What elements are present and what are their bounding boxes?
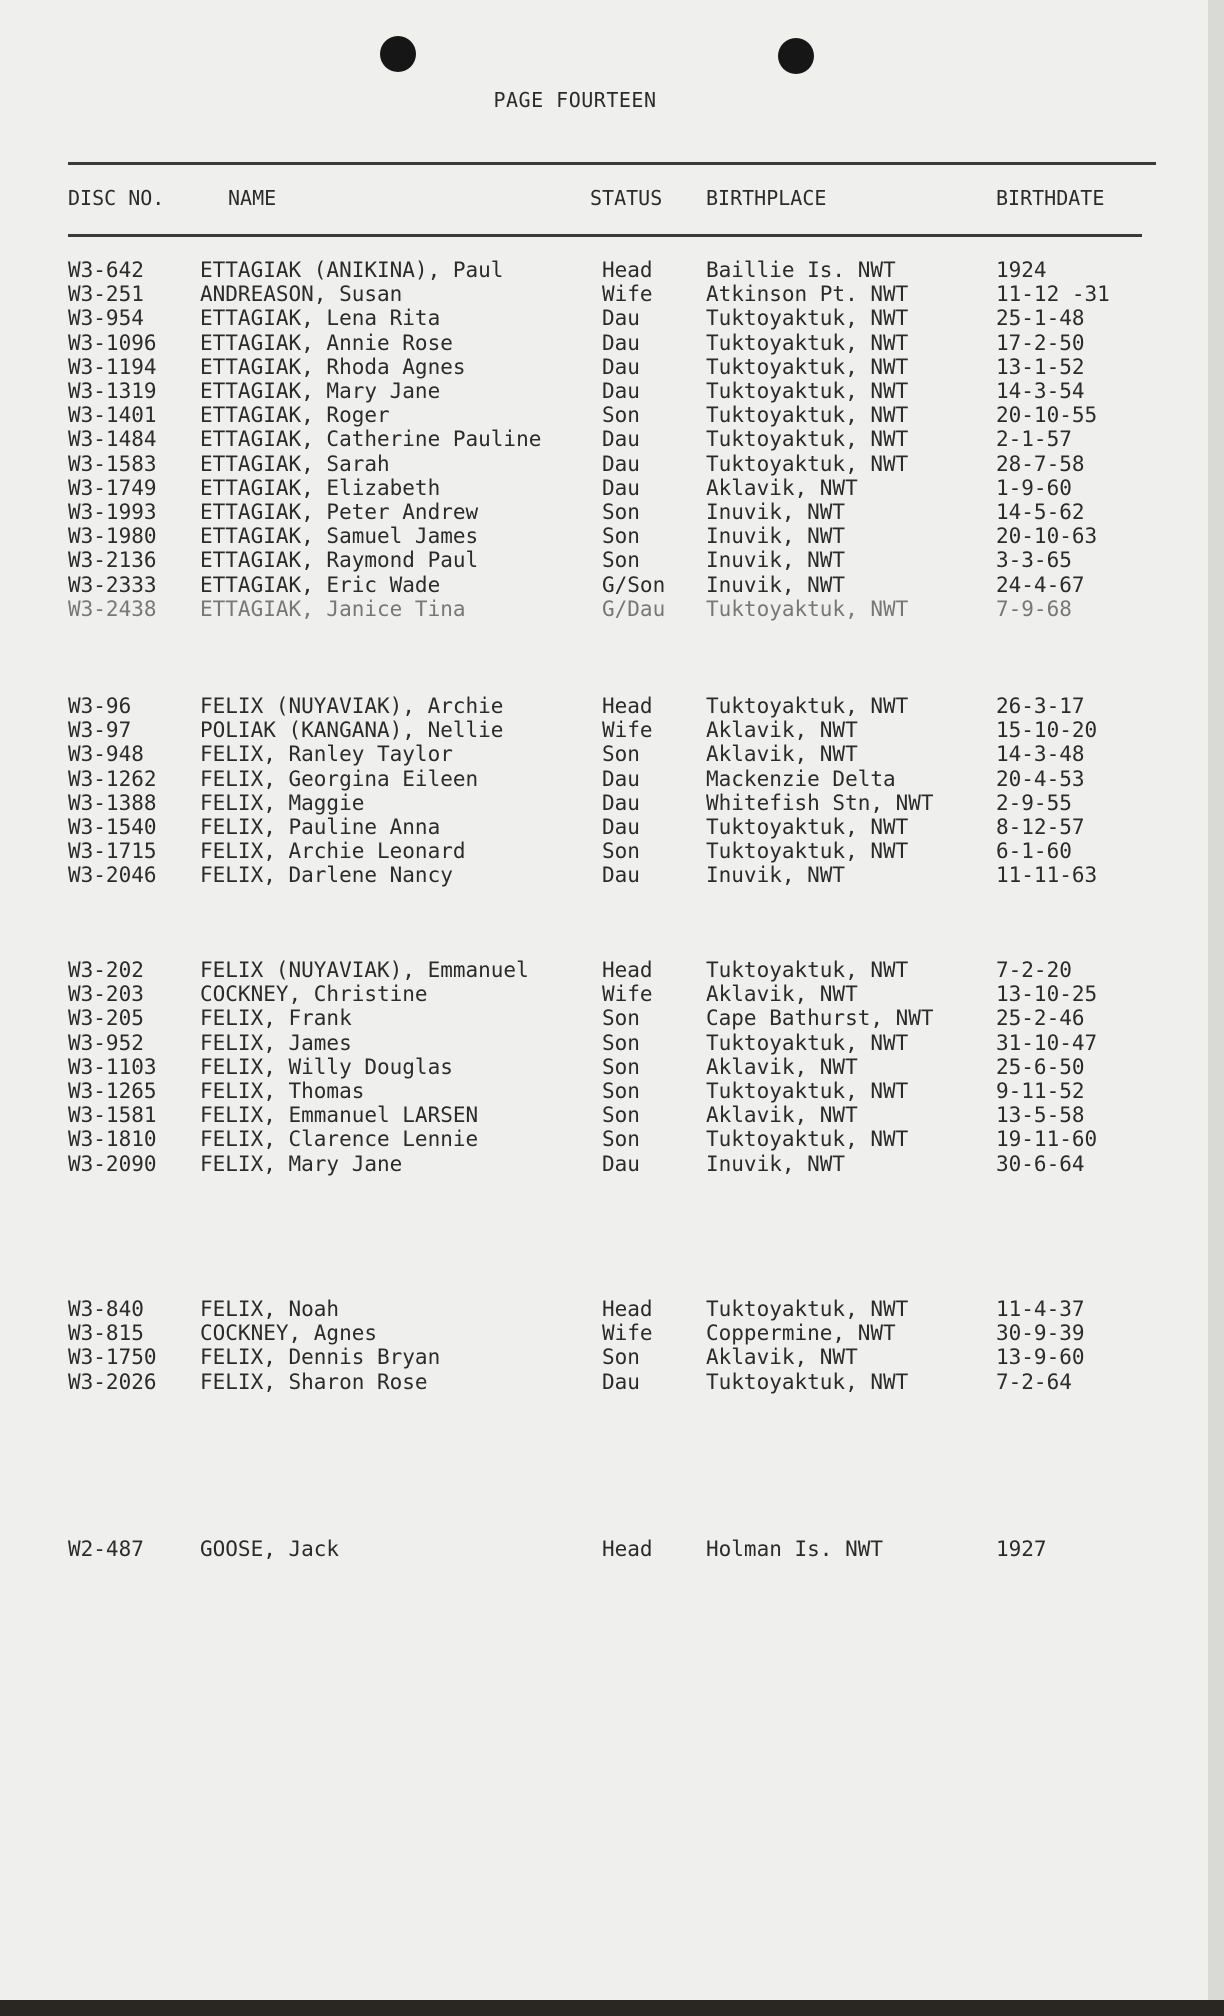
- birthplace: Tuktoyaktuk, NWT: [706, 958, 909, 982]
- birthdate: 13-5-58: [996, 1103, 1085, 1128]
- status: Son: [602, 1054, 640, 1079]
- status: Wife: [602, 1321, 653, 1346]
- disc-number: W3-2333: [68, 572, 157, 597]
- record-row: [0, 476, 1180, 500]
- birthdate: 11-11-63: [996, 863, 1098, 888]
- record-row: [0, 815, 1180, 839]
- header-disc: DISC NO.: [68, 186, 165, 210]
- birthdate: 11-12 -31: [996, 282, 1110, 307]
- birthdate: 14-5-62: [996, 500, 1085, 524]
- status: Wife: [602, 282, 653, 307]
- disc-number: W3-840: [68, 1297, 144, 1321]
- birthplace: Tuktoyaktuk, NWT: [706, 1030, 909, 1055]
- birthdate: 30-9-39: [996, 1321, 1085, 1346]
- record-row: [0, 742, 1180, 766]
- person-name: FELIX, Maggie: [200, 790, 365, 815]
- status: Wife: [602, 718, 653, 743]
- disc-number: W3-1103: [68, 1054, 157, 1079]
- disc-number: W3-815: [68, 1321, 144, 1346]
- status: Son: [602, 1006, 640, 1031]
- birthplace: Tuktoyaktuk, NWT: [706, 1127, 909, 1152]
- birthdate: 13-10-25: [996, 982, 1098, 1007]
- record-row: [0, 1537, 1180, 1561]
- birthdate: 20-4-53: [996, 766, 1085, 791]
- record-row: [0, 1152, 1180, 1176]
- status: Dau: [602, 451, 640, 476]
- birthdate: 2-9-55: [996, 790, 1072, 815]
- birthplace: Aklavik, NWT: [706, 1054, 858, 1079]
- status: Head: [602, 694, 653, 718]
- record-row: [0, 1297, 1180, 1321]
- person-name: ETTAGIAK, Lena Rita: [200, 306, 441, 331]
- status: Dau: [602, 379, 640, 403]
- person-name: ANDREASON, Susan: [200, 282, 403, 307]
- birthdate: 25-1-48: [996, 306, 1085, 331]
- person-name: ETTAGIAK (ANIKINA), Paul: [200, 258, 504, 282]
- header-name: NAME: [228, 186, 277, 210]
- status: Head: [602, 1297, 653, 1321]
- birthplace: Inuvik, NWT: [706, 548, 846, 573]
- disc-number: W3-1980: [68, 524, 157, 549]
- status: Head: [602, 258, 653, 282]
- birthdate: 13-1-52: [996, 354, 1085, 379]
- record-row: [0, 355, 1180, 379]
- record-row: [0, 403, 1180, 427]
- header-birthdate: BIRTHDATE: [996, 186, 1105, 210]
- person-name: ETTAGIAK, Samuel James: [200, 524, 479, 549]
- status: Dau: [602, 306, 640, 331]
- person-name: ETTAGIAK, Elizabeth: [200, 475, 441, 500]
- disc-number: W3-1993: [68, 500, 157, 524]
- record-row: [0, 694, 1180, 718]
- disc-number: W3-202: [68, 958, 144, 982]
- record-row: [0, 427, 1180, 451]
- punch-hole: [778, 38, 814, 74]
- status: Dau: [602, 766, 640, 791]
- person-name: ETTAGIAK, Roger: [200, 403, 390, 428]
- record-row: [0, 958, 1180, 982]
- birthdate: 13-9-60: [996, 1345, 1085, 1370]
- record-row: [0, 1345, 1180, 1369]
- person-name: FELIX, Frank: [200, 1006, 352, 1031]
- record-row: [0, 718, 1180, 742]
- disc-number: W3-1540: [68, 815, 157, 839]
- disc-number: W3-1194: [68, 354, 157, 379]
- person-name: FELIX, Sharon Rose: [200, 1369, 428, 1394]
- birthplace: Tuktoyaktuk, NWT: [706, 427, 909, 452]
- birthplace: Tuktoyaktuk, NWT: [706, 451, 909, 476]
- record-row: [0, 282, 1180, 306]
- status: Son: [602, 742, 640, 767]
- person-name: COCKNEY, Christine: [200, 982, 428, 1007]
- person-name: ETTAGIAK, Janice Tina: [200, 596, 466, 621]
- birthdate: 1924: [996, 258, 1047, 282]
- person-name: FELIX, Dennis Bryan: [200, 1345, 441, 1370]
- disc-number: W3-2026: [68, 1369, 157, 1394]
- record-row: [0, 331, 1180, 355]
- person-name: ETTAGIAK, Annie Rose: [200, 330, 453, 355]
- birthplace: Cape Bathurst, NWT: [706, 1006, 934, 1031]
- birthplace: Tuktoyaktuk, NWT: [706, 403, 909, 428]
- disc-number: W3-1096: [68, 330, 157, 355]
- person-name: ETTAGIAK, Peter Andrew: [200, 500, 479, 524]
- disc-number: W3-96: [68, 694, 132, 718]
- birthplace: Tuktoyaktuk, NWT: [706, 379, 909, 403]
- person-name: ETTAGIAK, Catherine Pauline: [200, 427, 542, 452]
- disc-number: W3-1401: [68, 403, 157, 428]
- disc-number: W3-1750: [68, 1345, 157, 1370]
- disc-number: W3-1265: [68, 1079, 157, 1103]
- birthplace: Inuvik, NWT: [706, 1151, 846, 1176]
- record-row: [0, 548, 1180, 572]
- birthdate: 26-3-17: [996, 694, 1085, 718]
- birthplace: Inuvik, NWT: [706, 500, 846, 524]
- birthplace: Inuvik, NWT: [706, 524, 846, 549]
- birthdate: 20-10-55: [996, 403, 1098, 428]
- birthplace: Aklavik, NWT: [706, 475, 858, 500]
- birthplace: Aklavik, NWT: [706, 1345, 858, 1370]
- status: Dau: [602, 790, 640, 815]
- person-name: FELIX, Darlene Nancy: [200, 863, 453, 888]
- status: Son: [602, 1103, 640, 1128]
- status: Son: [602, 548, 640, 573]
- person-name: GOOSE, Jack: [200, 1537, 340, 1561]
- birthdate: 1-9-60: [996, 475, 1072, 500]
- birthdate: 20-10-63: [996, 524, 1098, 549]
- disc-number: W3-205: [68, 1006, 144, 1031]
- record-row: [0, 1055, 1180, 1079]
- status: Son: [602, 403, 640, 428]
- record-row: [0, 573, 1180, 597]
- disc-number: W3-251: [68, 282, 144, 307]
- disc-number: W3-1810: [68, 1127, 157, 1152]
- person-name: FELIX, Emmanuel LARSEN: [200, 1103, 479, 1128]
- person-name: COCKNEY, Agnes: [200, 1321, 378, 1346]
- status: Son: [602, 1345, 640, 1370]
- record-row: [0, 597, 1180, 621]
- birthplace: Aklavik, NWT: [706, 1103, 858, 1128]
- disc-number: W2-487: [68, 1537, 144, 1561]
- birthplace: Tuktoyaktuk, NWT: [706, 815, 909, 839]
- birthplace: Tuktoyaktuk, NWT: [706, 839, 909, 864]
- birthplace: Tuktoyaktuk, NWT: [706, 306, 909, 331]
- disc-number: W3-1581: [68, 1103, 157, 1128]
- record-row: [0, 379, 1180, 403]
- header-top-rule: [68, 162, 1156, 165]
- disc-number: W3-203: [68, 982, 144, 1007]
- birthplace: Coppermine, NWT: [706, 1321, 896, 1346]
- birthdate: 11-4-37: [996, 1297, 1085, 1321]
- person-name: FELIX, Ranley Taylor: [200, 742, 453, 767]
- disc-number: W3-954: [68, 306, 144, 331]
- header-bottom-rule: [68, 234, 1142, 237]
- status: G/Son: [602, 572, 666, 597]
- birthplace: Aklavik, NWT: [706, 982, 858, 1007]
- birthplace: Inuvik, NWT: [706, 863, 846, 888]
- disc-number: W3-2136: [68, 548, 157, 573]
- status: Son: [602, 1030, 640, 1055]
- birthdate: 19-11-60: [996, 1127, 1098, 1152]
- disc-number: W3-2438: [68, 596, 157, 621]
- birthplace: Tuktoyaktuk, NWT: [706, 330, 909, 355]
- status: Son: [602, 839, 640, 864]
- person-name: FELIX (NUYAVIAK), Emmanuel: [200, 958, 529, 982]
- status: Dau: [602, 1369, 640, 1394]
- birthdate: 1927: [996, 1537, 1047, 1561]
- birthdate: 7-9-68: [996, 596, 1072, 621]
- birthplace: Tuktoyaktuk, NWT: [706, 596, 909, 621]
- birthplace: Tuktoyaktuk, NWT: [706, 1297, 909, 1321]
- status: Dau: [602, 354, 640, 379]
- birthplace: Mackenzie Delta: [706, 766, 896, 791]
- person-name: ETTAGIAK, Mary Jane: [200, 379, 441, 403]
- disc-number: W3-2046: [68, 863, 157, 888]
- birthplace: Inuvik, NWT: [706, 572, 846, 597]
- person-name: FELIX (NUYAVIAK), Archie: [200, 694, 504, 718]
- birthplace: Tuktoyaktuk, NWT: [706, 694, 909, 718]
- record-row: [0, 306, 1180, 330]
- person-name: FELIX, Thomas: [200, 1079, 365, 1103]
- disc-number: W3-642: [68, 258, 144, 282]
- person-name: FELIX, James: [200, 1030, 352, 1055]
- person-name: FELIX, Mary Jane: [200, 1151, 403, 1176]
- disc-number: W3-1388: [68, 790, 157, 815]
- record-row: [0, 500, 1180, 524]
- punch-hole: [380, 36, 416, 72]
- record-row: [0, 839, 1180, 863]
- birthplace: Whitefish Stn, NWT: [706, 790, 934, 815]
- person-name: FELIX, Noah: [200, 1297, 340, 1321]
- birthplace: Aklavik, NWT: [706, 742, 858, 767]
- birthplace: Baillie Is. NWT: [706, 258, 896, 282]
- birthdate: 14-3-48: [996, 742, 1085, 767]
- birthdate: 7-2-64: [996, 1369, 1072, 1394]
- record-row: [0, 791, 1180, 815]
- header-birthplace: BIRTHPLACE: [706, 186, 827, 210]
- disc-number: W3-948: [68, 742, 144, 767]
- page-title: PAGE FOURTEEN: [493, 88, 657, 112]
- record-row: [0, 1321, 1180, 1345]
- record-row: [0, 1079, 1180, 1103]
- paper-edge: [1208, 0, 1224, 2016]
- person-name: FELIX, Archie Leonard: [200, 839, 466, 864]
- person-name: ETTAGIAK, Rhoda Agnes: [200, 354, 466, 379]
- status: Dau: [602, 330, 640, 355]
- birthdate: 24-4-67: [996, 572, 1085, 597]
- status: Dau: [602, 863, 640, 888]
- record-row: [0, 258, 1180, 282]
- status: G/Dau: [602, 596, 666, 621]
- status: Dau: [602, 427, 640, 452]
- person-name: ETTAGIAK, Raymond Paul: [200, 548, 479, 573]
- birthplace: Tuktoyaktuk, NWT: [706, 1369, 909, 1394]
- disc-number: W3-1319: [68, 379, 157, 403]
- scan-border: [0, 2000, 1224, 2016]
- person-name: FELIX, Clarence Lennie: [200, 1127, 479, 1152]
- record-row: [0, 1370, 1180, 1394]
- birthdate: 2-1-57: [996, 427, 1072, 452]
- disc-number: W3-2090: [68, 1151, 157, 1176]
- record-row: [0, 982, 1180, 1006]
- birthplace: Aklavik, NWT: [706, 718, 858, 743]
- status: Son: [602, 500, 640, 524]
- header-status: STATUS: [590, 186, 663, 210]
- record-row: [0, 1006, 1180, 1030]
- person-name: ETTAGIAK, Eric Wade: [200, 572, 441, 597]
- disc-number: W3-1262: [68, 766, 157, 791]
- birthplace: Tuktoyaktuk, NWT: [706, 354, 909, 379]
- person-name: FELIX, Georgina Eileen: [200, 766, 479, 791]
- status: Dau: [602, 475, 640, 500]
- record-row: [0, 767, 1180, 791]
- birthdate: 31-10-47: [996, 1030, 1098, 1055]
- record-row: [0, 1103, 1180, 1127]
- birthdate: 30-6-64: [996, 1151, 1085, 1176]
- birthplace: Holman Is. NWT: [706, 1537, 884, 1561]
- person-name: FELIX, Pauline Anna: [200, 815, 441, 839]
- record-row: [0, 1031, 1180, 1055]
- disc-number: W3-1583: [68, 451, 157, 476]
- record-row: [0, 1127, 1180, 1151]
- status: Dau: [602, 815, 640, 839]
- birthdate: 25-2-46: [996, 1006, 1085, 1031]
- person-name: FELIX, Willy Douglas: [200, 1054, 453, 1079]
- birthplace: Atkinson Pt. NWT: [706, 282, 909, 307]
- status: Head: [602, 958, 653, 982]
- birthdate: 9-11-52: [996, 1079, 1085, 1103]
- birthdate: 6-1-60: [996, 839, 1072, 864]
- disc-number: W3-1715: [68, 839, 157, 864]
- person-name: POLIAK (KANGANA), Nellie: [200, 718, 504, 743]
- birthdate: 3-3-65: [996, 548, 1072, 573]
- disc-number: W3-952: [68, 1030, 144, 1055]
- status: Wife: [602, 982, 653, 1007]
- birthdate: 25-6-50: [996, 1054, 1085, 1079]
- record-row: [0, 452, 1180, 476]
- status: Head: [602, 1537, 653, 1561]
- record-row: [0, 524, 1180, 548]
- birthplace: Tuktoyaktuk, NWT: [706, 1079, 909, 1103]
- disc-number: W3-1749: [68, 475, 157, 500]
- disc-number: W3-1484: [68, 427, 157, 452]
- person-name: ETTAGIAK, Sarah: [200, 451, 390, 476]
- birthdate: 8-12-57: [996, 815, 1085, 839]
- birthdate: 17-2-50: [996, 330, 1085, 355]
- status: Son: [602, 1079, 640, 1103]
- birthdate: 15-10-20: [996, 718, 1098, 743]
- disc-number: W3-97: [68, 718, 132, 743]
- status: Son: [602, 524, 640, 549]
- birthdate: 14-3-54: [996, 379, 1085, 403]
- status: Dau: [602, 1151, 640, 1176]
- birthdate: 7-2-20: [996, 958, 1072, 982]
- status: Son: [602, 1127, 640, 1152]
- record-row: [0, 863, 1180, 887]
- birthdate: 28-7-58: [996, 451, 1085, 476]
